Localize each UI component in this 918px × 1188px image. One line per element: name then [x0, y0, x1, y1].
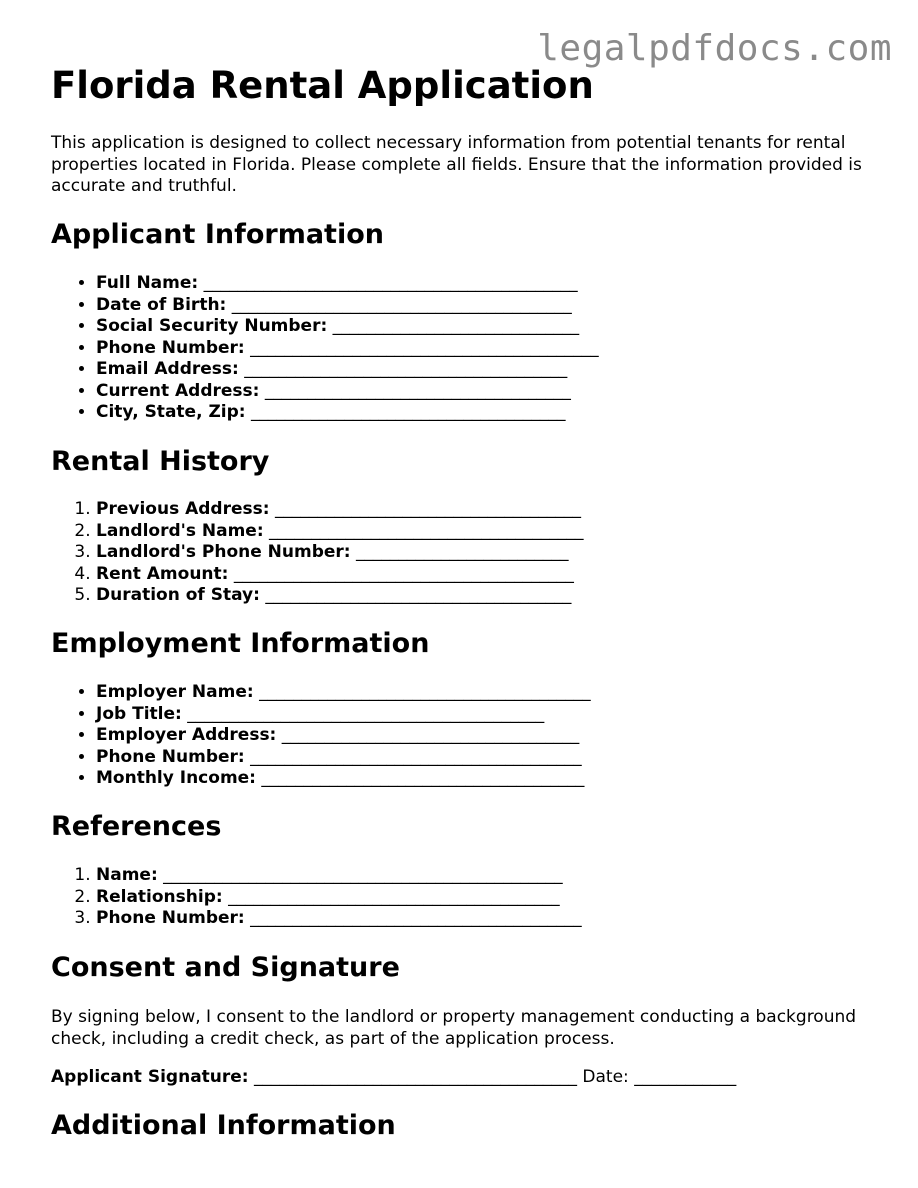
list-item — [96, 585, 584, 607]
signature-label: Applicant Signature: — [51, 1067, 249, 1087]
field-blank[interactable]: ______________________________________ — [261, 768, 585, 788]
field-blank[interactable]: _______________________________________ — [250, 908, 582, 928]
field-blank[interactable]: ____________________________________________ — [203, 273, 578, 293]
field-blank[interactable]: _______________________________________ — [259, 682, 591, 702]
field-blank[interactable]: _____________________________ — [332, 316, 580, 336]
list-item — [96, 747, 591, 769]
consent-heading: Consent and Signature — [51, 952, 400, 983]
list-item — [96, 499, 584, 521]
field-blank[interactable]: ___________________________________ — [281, 725, 580, 745]
field-blank[interactable]: ______________________________________ — [244, 359, 568, 379]
field-blank[interactable]: ________________________________________ — [233, 563, 574, 584]
references-list — [51, 865, 582, 930]
rental-history-heading: Rental History — [51, 446, 270, 477]
field-label: Phone Number: — [96, 337, 245, 358]
list-item — [96, 273, 599, 295]
list-item — [96, 682, 591, 704]
field-label: Full Name: — [96, 273, 199, 293]
field-label: Date of Birth: — [96, 294, 227, 315]
date-blank[interactable]: ____________ — [634, 1067, 737, 1087]
signature-line — [51, 1067, 736, 1089]
field-blank[interactable]: ____________________________________ — [274, 499, 581, 519]
field-blank[interactable]: _____________________________________ — [269, 520, 584, 541]
intro-paragraph: This application is designed to collect necessary information from potential tenants for rental properties located in Florida. Please complete all fields. Ensure that the information provided is accurate and truthful. — [51, 133, 862, 196]
list-item — [96, 316, 599, 338]
field-label: Current Address: — [96, 380, 260, 401]
field-blank[interactable]: __________________________________________ — [187, 703, 545, 724]
field-blank[interactable]: ____________________________________ — [265, 585, 572, 605]
field-label: City, State, Zip: — [96, 402, 246, 422]
field-label: Monthly Income: — [96, 768, 256, 788]
field-label: Employer Name: — [96, 682, 254, 702]
field-blank[interactable]: ________________________________________ — [231, 294, 572, 315]
list-item — [96, 338, 599, 360]
employment-list — [51, 682, 591, 790]
list-item — [96, 402, 599, 424]
list-item — [96, 521, 584, 543]
employment-heading: Employment Information — [51, 628, 430, 659]
field-label: Duration of Stay: — [96, 585, 260, 605]
rental-history-list — [51, 499, 584, 607]
list-item — [96, 725, 591, 747]
list-item — [96, 908, 582, 930]
applicant-heading: Applicant Information — [51, 219, 384, 250]
field-label: Email Address: — [96, 359, 239, 379]
list-item — [96, 542, 584, 564]
field-blank[interactable]: _________________________ — [356, 542, 569, 562]
additional-heading: Additional Information — [51, 1110, 396, 1141]
list-item — [96, 865, 582, 887]
field-label: Rent Amount: — [96, 563, 229, 584]
field-blank[interactable]: _______________________________________________ — [163, 865, 563, 885]
page-title: Florida Rental Application — [51, 64, 594, 107]
field-blank[interactable]: ____________________________________ — [264, 380, 571, 401]
field-blank[interactable]: _______________________________________ — [250, 746, 582, 767]
consent-paragraph: By signing below, I consent to the landlord or property management conducting a background check, including a credit check, as part of the application process. — [51, 1007, 857, 1049]
references-heading: References — [51, 811, 222, 842]
field-label: Previous Address: — [96, 499, 270, 519]
list-item — [96, 704, 591, 726]
field-label: Phone Number: — [96, 908, 245, 928]
list-item — [96, 381, 599, 403]
field-blank[interactable]: _______________________________________ — [228, 886, 560, 907]
field-label: Social Security Number: — [96, 316, 328, 336]
list-item — [96, 768, 591, 790]
watermark-logo: legalpdfdocs.com — [537, 28, 892, 69]
field-label: Landlord's Name: — [96, 520, 264, 541]
list-item — [96, 887, 582, 909]
field-blank[interactable]: _____________________________________ — [250, 402, 566, 422]
field-label: Phone Number: — [96, 746, 245, 767]
applicant-list — [51, 273, 599, 424]
list-item — [96, 359, 599, 381]
date-label: Date: — [582, 1067, 629, 1087]
field-blank[interactable]: _________________________________________ — [250, 337, 599, 358]
list-item — [96, 564, 584, 586]
field-label: Name: — [96, 865, 158, 885]
field-label: Landlord's Phone Number: — [96, 542, 351, 562]
signature-blank[interactable]: ______________________________________ — [254, 1067, 578, 1087]
field-label: Relationship: — [96, 886, 223, 907]
list-item — [96, 295, 599, 317]
field-label: Employer Address: — [96, 725, 277, 745]
field-label: Job Title: — [96, 703, 182, 724]
